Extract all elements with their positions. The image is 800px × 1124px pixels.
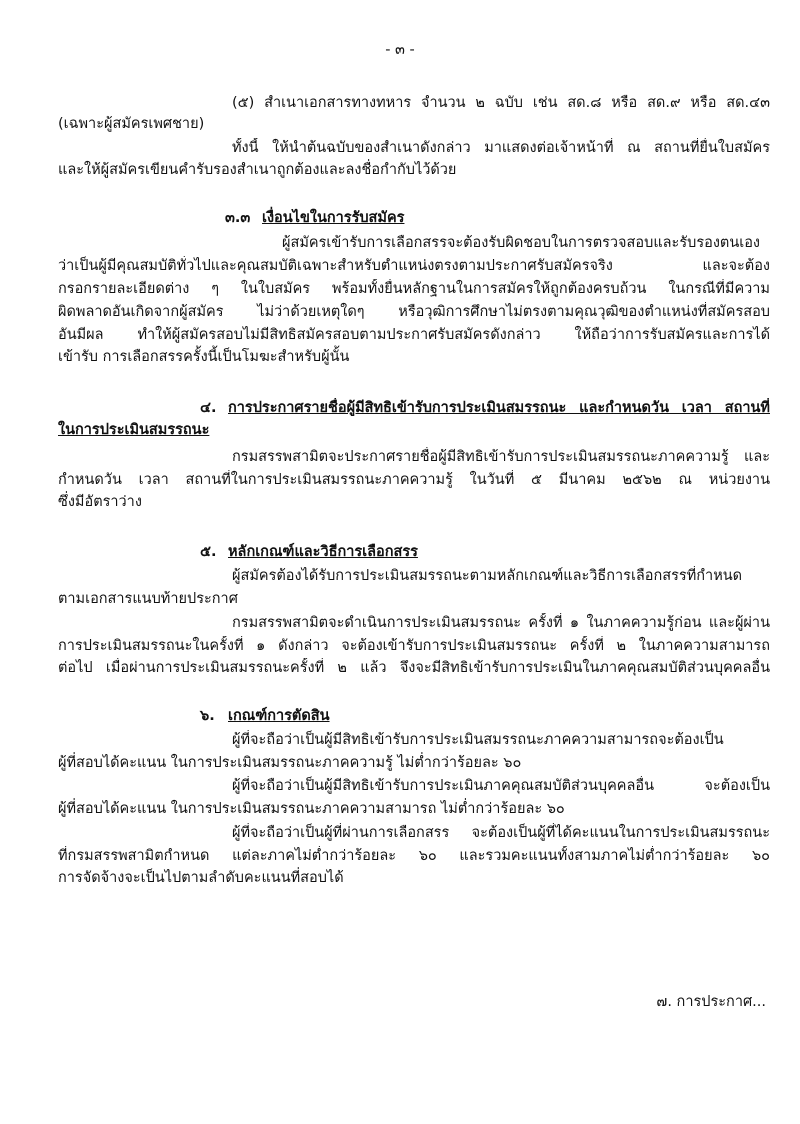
section-6-title: เกณฑ์การตัดสิน <box>228 708 330 724</box>
note-line: และให้ผู้สมัครเขียนคำรับรองสำเนาถูกต้องและลงชื่อกำกับไว้ด้วย <box>58 162 457 178</box>
paragraph-line: อันมีผล ทำให้ผู้สมัครสอบไม่มีสิทธิสมัครสอบตามประกาศรับสมัครดังกล่าว ให้ถือว่าการรับสมัครและการได้ <box>58 327 770 343</box>
paragraph-line: ผู้ที่จะถือว่าเป็นผู้ที่ผ่านการเลือกสรร จะต้องเป็นผู้ที่ได้คะแนนในการประเมินสมรรถนะ <box>232 825 770 841</box>
section-6-number: ๖. <box>200 708 215 724</box>
paragraph-line: การประเมินสมรรถนะในครั้งที่ ๑ ดังกล่าว จะต้องเข้ารับการประเมินสมรรถนะ ครั้งที่ ๒ ในภาคความสามารถ <box>58 638 770 654</box>
paragraph-line: ผู้ที่จะถือว่าเป็นผู้มีสิทธิเข้ารับการประเมินสมรรถนะภาคความสามารถจะต้องเป็น <box>232 732 724 748</box>
section-5-title: หลักเกณฑ์และวิธีการเลือกสรร <box>228 544 418 560</box>
section-4-title: ในการประเมินสมรรถนะ <box>58 422 210 438</box>
paragraph-line: ต่อไป เมื่อผ่านการประเมินสมรรถนะครั้งที่ ๒ แล้ว จึงจะมีสิทธิเข้ารับการประเมินในภาคคุณสมบัติส่วนบุคคลอื่น <box>58 660 770 676</box>
paragraph-line: ว่าเป็นผู้มีคุณสมบัติทั่วไปและคุณสมบัติเฉพาะสำหรับตำแหน่งตรงตามประกาศรับสมัครจริง และจะต้อง <box>58 258 770 274</box>
paragraph-line: ตามเอกสารแนบท้ายประกาศ <box>58 591 238 607</box>
paragraph-line: ผู้ที่จะถือว่าเป็นผู้มีสิทธิเข้ารับการประเมินภาคคุณสมบัติส่วนบุคคลอื่น จะต้องเป็น <box>232 778 770 794</box>
page-number: - ๓ - <box>385 42 415 58</box>
paragraph-line: ผู้สมัครต้องได้รับการประเมินสมรรถนะตามหลักเกณฑ์และวิธีการเลือกสรรที่กำหนด <box>232 568 743 584</box>
item-5-line: (เฉพาะผู้สมัครเพศชาย) <box>58 116 205 132</box>
paragraph-line: กรอกรายละเอียดต่าง ๆ ในใบสมัคร พร้อมทั้งยื่นหลักฐานในการสมัครให้ถูกต้องครบถ้วน ในกรณีที่มีความ <box>58 281 770 297</box>
paragraph-line: กรมสรรพสามิตจะดำเนินการประเมินสมรรถนะ ครั้งที่ ๑ ในภาคความรู้ก่อน และผู้ผ่าน <box>232 615 770 631</box>
paragraph-line: กรมสรรพสามิตจะประกาศรายชื่อผู้มีสิทธิเข้ารับการประเมินสมรรถนะภาคความรู้ และ <box>232 449 770 465</box>
section-3-3-title: เงื่อนไขในการรับสมัคร <box>262 210 405 226</box>
paragraph-line: เข้ารับ การเลือกสรรครั้งนี้เป็นโมฆะสำหรับผู้นั้น <box>58 349 350 365</box>
paragraph-line: ผู้ที่สอบได้คะแนน ในการประเมินสมรรถนะภาคความรู้ ไม่ต่ำกว่าร้อยละ ๖๐ <box>58 755 522 771</box>
continuation-note: ๗. การประกาศ... <box>656 994 766 1010</box>
note-line: ทั้งนี้ ให้นำต้นฉบับของสำเนาดังกล่าว มาแสดงต่อเจ้าหน้าที่ ณ สถานที่ยื่นใบสมัคร <box>232 140 770 156</box>
section-4-title: การประกาศรายชื่อผู้มีสิทธิเข้ารับการประเมินสมรรถนะ และกำหนดวัน เวลา สถานที่ <box>228 400 770 416</box>
section-3-3-number: ๓.๓ <box>225 210 251 226</box>
paragraph-line: ที่กรมสรรพสามิตกำหนด แต่ละภาคไม่ต่ำกว่าร้อยละ ๖๐ และรวมคะแนนทั้งสามภาคไม่ต่ำกว่าร้อยละ ๖๐ <box>58 848 770 864</box>
paragraph-line: ซึ่งมีอัตราว่าง <box>58 494 142 510</box>
paragraph-line: ผิดพลาดอันเกิดจากผู้สมัคร ไม่ว่าด้วยเหตุใดๆ หรือวุฒิการศึกษาไม่ตรงตามคุณวุฒิของตำแหน่งที่สมัครสอบ <box>58 304 770 320</box>
item-5-line: (๕) สำเนาเอกสารทางทหาร จำนวน ๒ ฉบับ เช่น สด.๘ หรือ สด.๙ หรือ สด.๔๓ <box>232 95 770 111</box>
paragraph-line: ผู้ที่สอบได้คะแนน ในการประเมินสมรรถนะภาคความสามารถ ไม่ต่ำกว่าร้อยละ ๖๐ <box>58 801 565 817</box>
paragraph-line: การจัดจ้างจะเป็นไปตามลำดับคะแนนที่สอบได้ <box>58 870 344 886</box>
paragraph-line: ผู้สมัครเข้ารับการเลือกสรรจะต้องรับผิดชอบในการตรวจสอบและรับรองตนเอง <box>282 235 760 251</box>
paragraph-line: กำหนดวัน เวลา สถานที่ในการประเมินสมรรถนะภาคความรู้ ในวันที่ ๕ มีนาคม ๒๕๖๒ ณ หน่วยงาน <box>58 472 770 488</box>
section-5-number: ๕. <box>200 544 217 560</box>
section-4-number: ๔. <box>200 400 217 416</box>
